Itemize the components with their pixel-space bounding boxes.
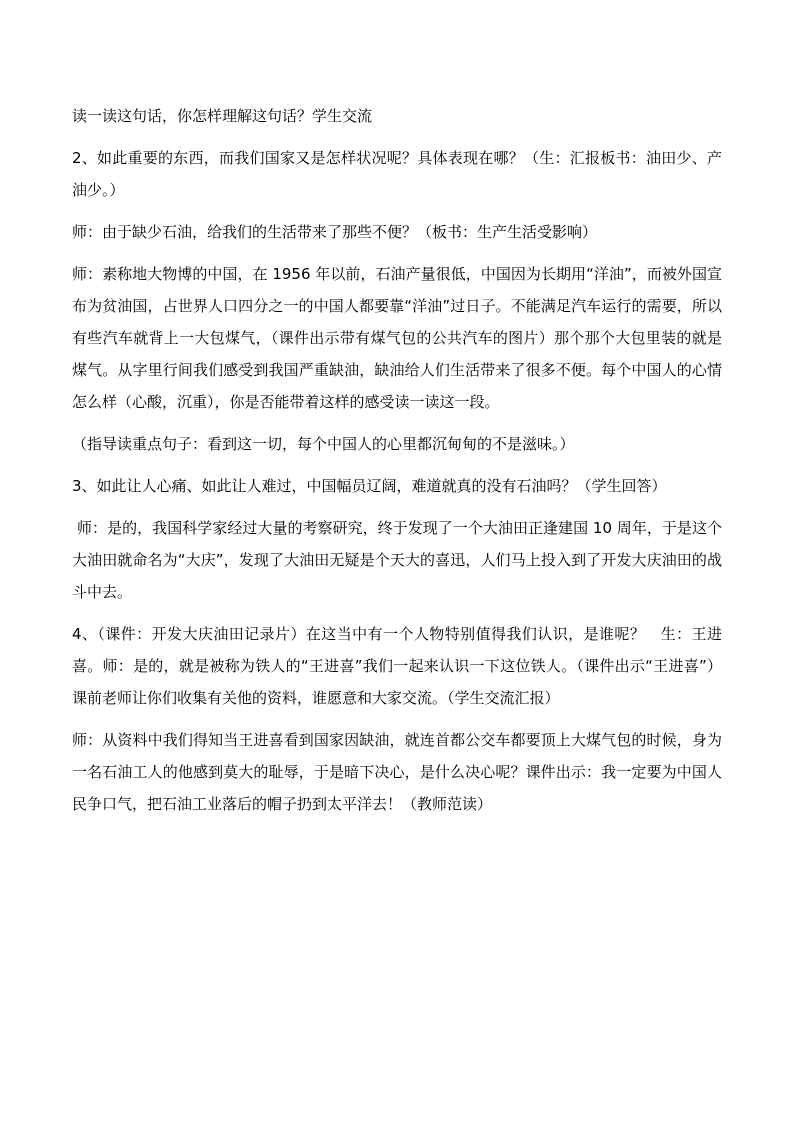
paragraph-5: （指导读重点句子：看到这一切，每个中国人的心里都沉甸甸的不是滋味。） <box>72 435 575 453</box>
paragraph-6: 3、如此让人心痛、如此让人难过，中国幅员辽阔，难道就真的没有石油吗？（学生回答） <box>72 477 667 495</box>
paragraph-8: 4、（课件：开发大庆油田记录片）在这当中有一个人物特别值得我们认识，是谁呢？ 生：王进喜。师：是的，就是被称为铁人的“王进喜”我们一起来认识一下这位铁人。（课件出示“王进喜”）课前老师让你们收集有关他的资料，谁愿意和大家交流。（学生交流汇报） <box>72 625 722 707</box>
paragraph-2: 2、如此重要的东西，而我们国家又是怎样状况呢？具体表现在哪？（生：汇报板书：油田少、产油少。） <box>72 149 722 199</box>
paragraph-9: 师：从资料中我们得知当王进喜看到国家因缺油，就连首都公交车都要顶上大煤气包的时候，身为一名石油工人的他感到莫大的耻辱，于是暗下决心，是什么决心呢？课件出示：我一定要为中国人民争口气，把石油工业落后的帽子扔到太平洋去！（教师范读） <box>72 731 722 813</box>
document-body <box>72 100 722 830</box>
paragraph-7: 师：是的，我国科学家经过大量的考察研究，终于发现了一个大油田正逢建国 10 周年，于是这个大油田就命名为“大庆”，发现了大油田无疑是个天大的喜迅，人们马上投入到了开发大庆油田的战斗中去。 <box>72 519 722 601</box>
paragraph-1: 读一读这句话，你怎样理解这句话？学生交流 <box>72 107 373 125</box>
paragraph-3: 师：由于缺少石油，给我们的生活带来了那些不便？（板书：生产生活受影响） <box>72 223 598 241</box>
paragraph-4: 师：素称地大物博的中国，在 1956 年以前，石油产量很低，中国因为长期用“洋油”，而被外国宣布为贫油国，占世界人口四分之一的中国人都要靠“洋油”过日子。不能满足汽车运行的需要，所以有些汽车就背上一大包煤气，（课件出示带有煤气包的公共汽车的图片）那个那个大包里装的就是煤气。从字里行间我们感受到我国严重缺油，缺油给人们生活带来了很多不便。每个中国人的心情怎么样（心酸，沉重），你是否能带着这样的感受读一读这一段。 <box>72 265 722 411</box>
